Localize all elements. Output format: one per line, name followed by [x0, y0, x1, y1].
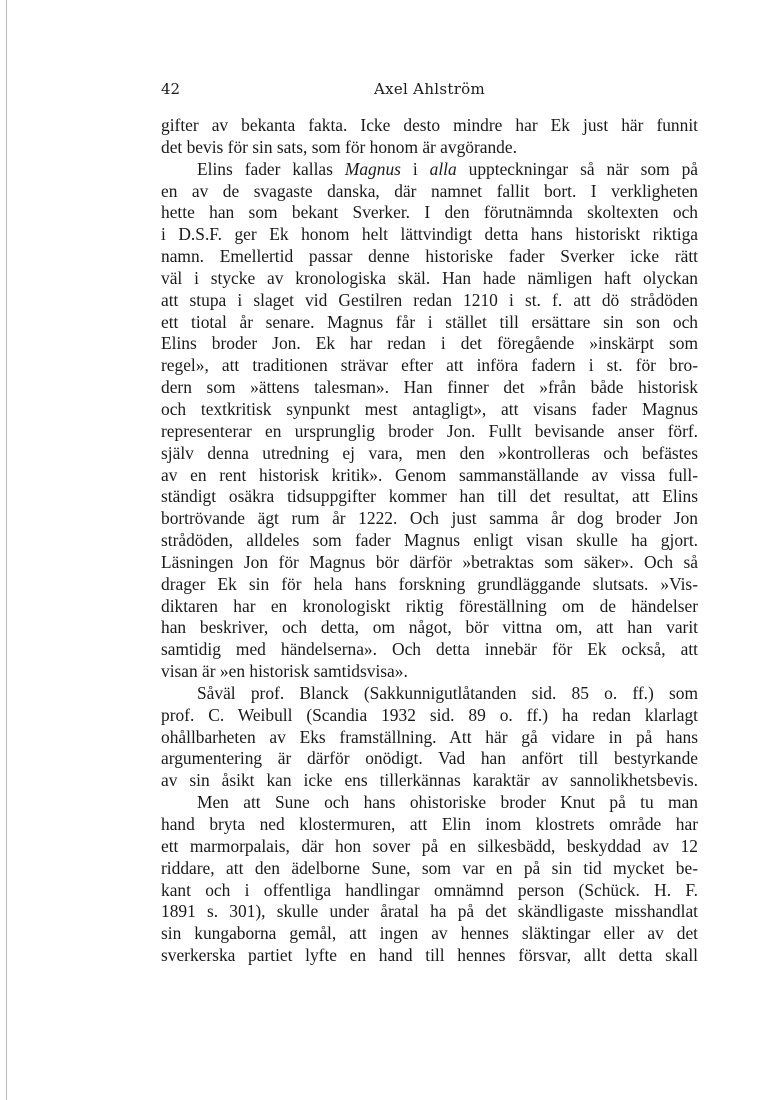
text-line: det bevis för sin sats, som för honom är avgörande.: [161, 136, 517, 157]
page-number: 42: [161, 80, 181, 98]
text-line: att stupa i slaget vid Gestilren redan 1210 i st. f. att dö strådöden: [161, 289, 698, 310]
body-text: [161, 115, 698, 967]
text-line: argumentering är därför onödigt. Vad han anfört till bestyrkande: [161, 748, 698, 769]
text-line: hand bryta ned klostermuren, att Elin inom klostrets område har: [161, 814, 698, 834]
text-line: ständigt osäkra tidsuppgifter kommer han till det resultat, att Elins: [161, 486, 698, 507]
text-line: sverkerska partiet lyfte en hand till hennes försvar, allt detta skall: [161, 945, 698, 966]
text-line: väl i stycke av kronologiska skäl. Han hade nämligen haft olyckan: [161, 267, 698, 288]
text-line: drager Ek sin för hela hans forskning grundläggande slutsats. »Vis-: [161, 573, 698, 594]
text-line: Elins fader kallas Magnus i alla uppteckningar så när som på: [197, 158, 699, 179]
text-line: namn. Emellertid passar denne historiske fader Sverker icke rätt: [161, 246, 698, 267]
text-line: i D.S.F. ger Ek honom helt lättvindigt detta hans historiskt riktiga: [161, 224, 698, 245]
text-line: bortrövande ägt rum år 1222. Och just samma år dog broder Jon: [161, 508, 698, 529]
page-edge-line: [6, 0, 7, 1100]
text-line: ett tiotal år senare. Magnus får i stället till ersättare sin son och: [161, 311, 698, 332]
page-header: [161, 80, 698, 102]
text-line: och textkritisk synpunkt mest antagligt», att visans fader Magnus: [161, 398, 698, 419]
text-line: hette han som bekant Sverker. I den förutnämnda skoltexten och: [161, 202, 698, 223]
text-line: själv denna utredning ej vara, men den »kontrolleras och befästes: [161, 442, 698, 463]
text-line: av sin åsikt kan icke ens tillerkännas karaktär av sannolikhetsbevis.: [161, 770, 698, 791]
text-line: dern som »ättens talesman». Han finner det »från både historisk: [161, 377, 698, 398]
text-line: visan är »en historisk samtidsvisa».: [161, 661, 408, 682]
text-line: ohållbarheten av Eks framställning. Att här gå vidare in på hans: [161, 726, 698, 747]
text-line: Elins broder Jon. Ek har redan i det föregående »inskärpt som: [161, 333, 698, 354]
text-line: sin kungaborna gemål, att ingen av hennes släktingar eller av det: [161, 923, 698, 944]
text-line: kant och i offentliga handlingar omnämnd person (Schück. H. F.: [161, 879, 698, 900]
text-line: av en rent historisk kritik». Genom sammanställande av vissa full-: [161, 464, 698, 485]
text-line: ett marmorpalais, där hon sover på en silkesbädd, beskyddad av 12: [161, 835, 698, 856]
text-line: 1891 s. 301), skulle under åratal ha på det skändligaste misshandlat: [161, 901, 698, 922]
text-line: diktaren har en kronologiskt riktig föreställning om de händelser: [161, 595, 698, 616]
text-line: Läsningen Jon för Magnus bör därför »betraktas som säker». Och så: [161, 551, 698, 572]
text-line: Men att Sune och hans ohistoriske broder Knut på tu man: [197, 792, 698, 813]
text-line: samtidig med händelserna». Och detta innebär för Ek också, att: [161, 639, 698, 660]
text-line: representerar en ursprunglig broder Jon. Fullt bevisande anser förf.: [161, 420, 698, 441]
text-line: prof. C. Weibull (Scandia 1932 sid. 89 o. ff.) ha redan klarlagt: [161, 704, 698, 725]
text-line: han beskriver, och detta, om något, bör vittna om, att han varit: [161, 617, 698, 638]
text-line: regel», att traditionen strävar efter att införa fadern i st. för bro-: [161, 355, 698, 376]
text-line: riddare, att den ädelborne Sune, som var en på sin tid mycket be-: [161, 857, 698, 878]
text-line: strådöden, alldeles som fader Magnus enligt visan skulle ha gjort.: [161, 530, 698, 551]
running-title: Axel Ahlström: [373, 80, 486, 98]
text-line: Såväl prof. Blanck (Sakkunnigutlåtanden sid. 85 o. ff.) som: [197, 682, 698, 703]
text-line: gifter av bekanta fakta. Icke desto mindre har Ek just här funnit: [161, 115, 698, 135]
text-line: en av de svagaste danska, där namnet fallit bort. I verkligheten: [161, 180, 698, 201]
